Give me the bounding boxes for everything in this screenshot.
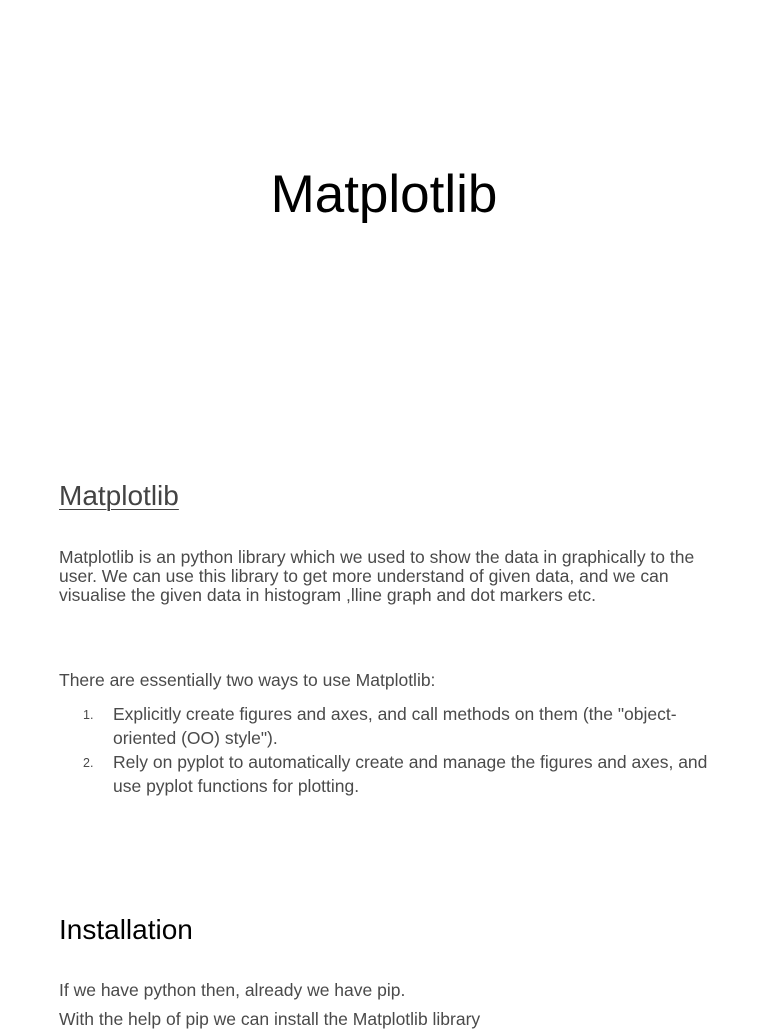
list-item-text: Explicitly create figures and axes, and call methods on them (the "object-oriented (OO) style"). [113,704,677,748]
installation-line: With the help of pip we can install the Matplotlib library [59,1009,481,1029]
list-item-text: Rely on pyplot to automatically create and manage the figures and axes, and use pyplot functions for plotting. [113,752,708,796]
section-heading-matplotlib: Matplotlib [59,480,179,511]
document-title: Matplotlib [270,165,498,224]
list-item-number: 1. [83,708,94,722]
section-heading-installation: Installation [59,914,193,945]
installation-line: If we have python then, already we have pip. [59,980,406,1000]
intro-paragraph: Matplotlib is an python library which we used to show the data in graphically to the user. We can use this library to get more understand of given data, and we can visualise the given data in histogram ,lline graph and dot markers etc. [59,547,695,605]
list-item-number: 2. [83,756,94,770]
ways-list [59,702,719,798]
list-item [59,750,719,798]
list-item [59,702,719,750]
ways-lead-text: There are essentially two ways to use Matplotlib: [59,670,436,690]
